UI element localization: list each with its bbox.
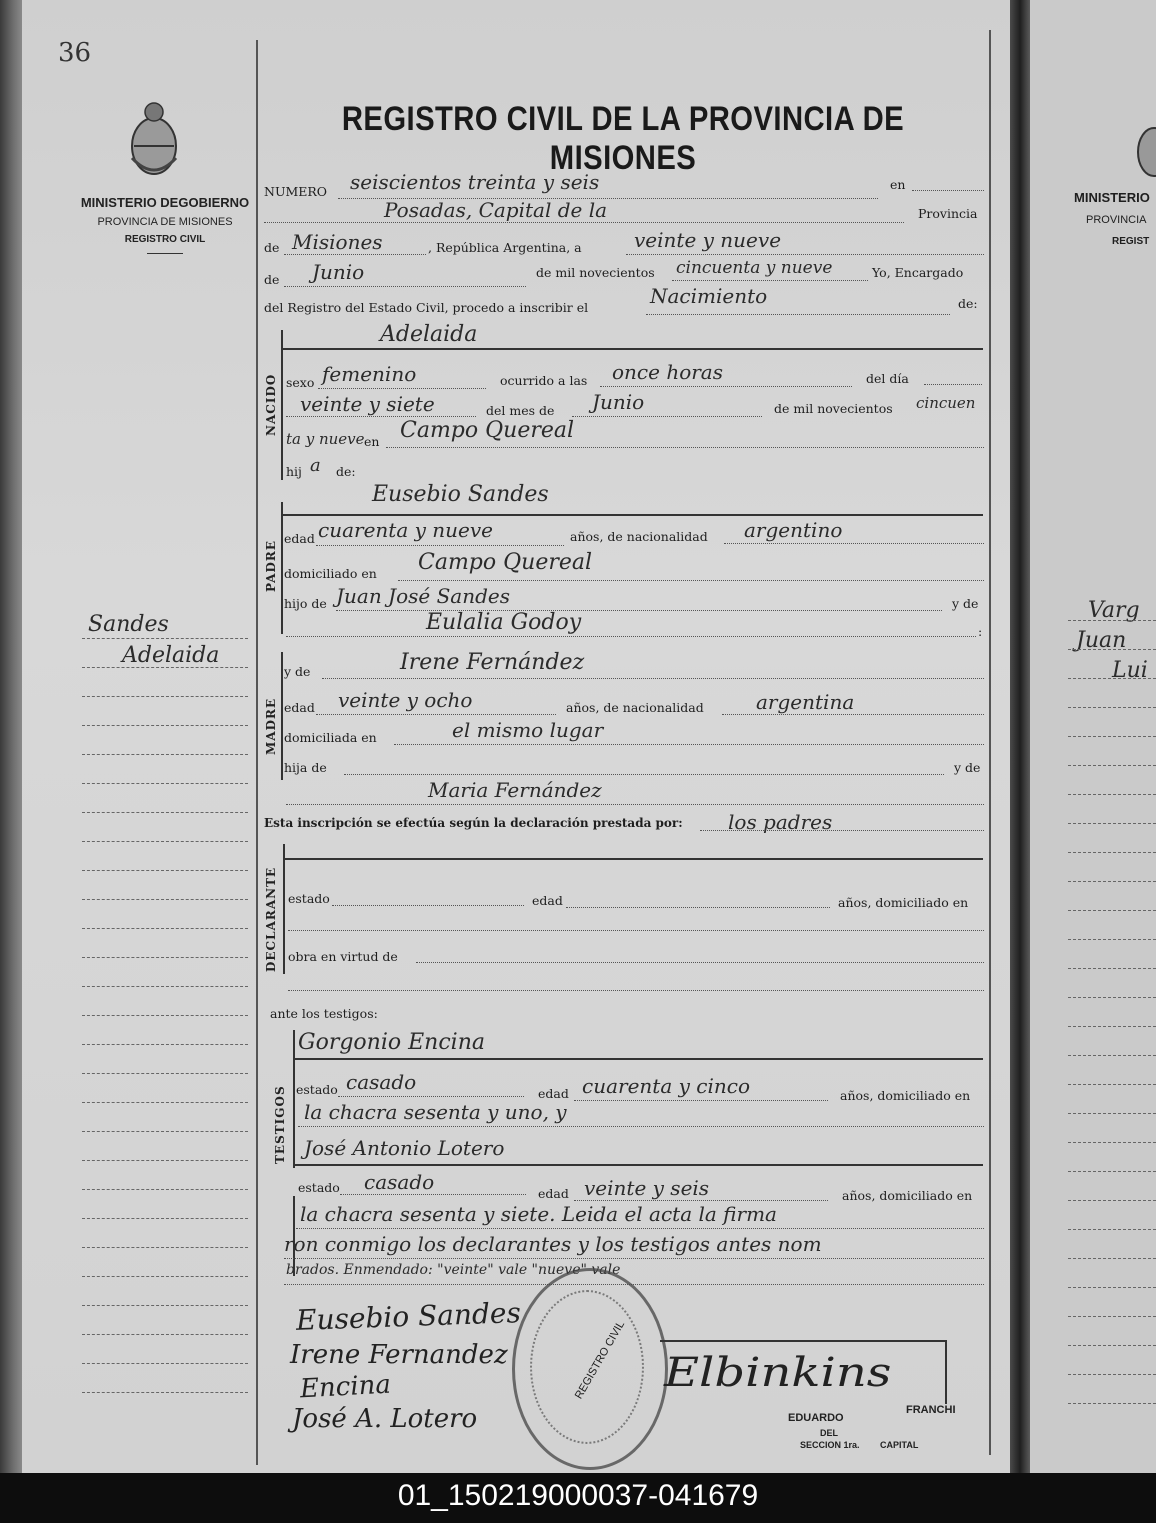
margin-ruled-line [82,870,248,871]
witness1-estado-label: estado [296,1082,338,1097]
official-signature: Elbinkins [664,1350,892,1396]
registro-label: del Registro del Estado Civil, procedo a inscribir el [264,300,589,315]
sexo-label: sexo [286,375,315,390]
declarante-edad-line [566,907,830,908]
republica-label: , República Argentina, a [428,240,582,255]
hour-value: once horas [612,360,723,384]
margin-ruled-line [82,1131,248,1132]
padre-nacionalidad-value: argentino [744,518,843,542]
witness2-anos-label: años, domiciliado en [842,1188,973,1203]
madre-hija-label: hija de [284,760,327,775]
declarante-obra-label: obra en virtud de [288,949,398,964]
witness1-estado: casado [346,1070,417,1094]
right-margin-ruled-line [1068,1200,1156,1201]
margin-surname: Sandes [88,612,169,637]
declaracion-label: Esta inscripción se efectúa según la declaración prestada por: [264,816,683,830]
margin-ruled-line [82,754,248,755]
page-number: 36 [58,38,92,68]
witness1-domicilio: la chacra sesenta y uno, y [304,1100,567,1124]
right-ministry-name: MINISTERIO [1074,190,1150,205]
right-margin-ruled-line [1068,1142,1156,1143]
right-margin-ruled-line [1068,881,1156,882]
padre-domicilio-line [398,580,984,581]
padre-y-de-label: y de [952,596,979,611]
padre-name-rule [283,514,983,516]
closing-line-3: brados. Enmendado: "veinte" vale "nueve" vale [286,1262,621,1278]
provincia-label: Provincia [918,206,978,221]
margin-ruled-line [82,1276,248,1277]
testigos-bracket [293,1030,295,1168]
margin-ruled-line [82,1044,248,1045]
madre-edad-line [316,714,556,715]
right-margin-ruled-line [1068,765,1156,766]
signature-witness2: José A. Lotero [292,1404,478,1434]
nacido-month-value: Junio [592,390,645,414]
right-margin-ruled-line [1068,939,1156,940]
nacido-bracket [281,330,283,480]
padre-hijo-label: hijo de [284,596,327,611]
right-margin-ruled-line [1068,707,1156,708]
witness1-domicilio-line [298,1126,984,1127]
province-line [284,254,426,255]
right-margin-ruled-line [1068,1258,1156,1259]
padre-edad-value: cuarenta y nueve [318,518,493,542]
numero-value: seiscientos treinta y seis [350,170,600,194]
witness2-edad-label: edad [538,1186,569,1201]
right-margin-ruled-line [1068,736,1156,737]
witness2-estado: casado [364,1170,435,1194]
month-line [284,286,526,287]
margin-ruled-line [82,986,248,987]
testigos-intro: ante los testigos: [270,1006,378,1021]
right-margin-ruled-line [1068,1026,1156,1027]
signature-witness1: Encina [299,1369,392,1405]
nacido-place-line [386,447,984,448]
margin-ruled-line [82,696,248,697]
witness1-anos-label: años, domiciliado en [840,1088,971,1103]
year-line [672,280,868,281]
sexo-value: femenino [322,362,417,386]
madre-nacionalidad-value: argentina [756,690,855,714]
ocurrido-label: ocurrido a las [500,373,588,388]
nacido-en-label: en [364,434,380,449]
book-binding [0,0,22,1473]
nacido-day-value: veinte y siete [300,392,435,416]
official-stamp-line-1: EDUARDO [788,1412,844,1424]
madre-edad-value: veinte y ocho [338,688,473,712]
witness1-edad-line [574,1100,828,1101]
witness1-edad-label: edad [538,1086,569,1101]
right-margin-ruled-line [1068,649,1156,650]
madre-anos-label: años, de nacionalidad [566,700,704,715]
closing-line-2-rule [284,1258,984,1259]
right-margin-ruled-line [1068,1055,1156,1056]
year-value: cincuenta y nueve [676,258,833,278]
right-coat-of-arms-icon [1132,110,1156,180]
closing-line-1: la chacra sesenta y siete. Leida el acta la firma [300,1202,777,1226]
padre-domicilio-value: Campo Quereal [418,550,593,575]
madre-bracket [281,652,283,780]
numero-label: NUMERO [264,184,328,199]
right-margin-ruled-line [1068,1084,1156,1085]
madre-nacionalidad-line [722,714,984,715]
witness1-edad: cuarenta y cinco [582,1074,750,1098]
right-margin-ruled-line [1068,1345,1156,1346]
hij-label: hij [286,464,302,479]
padre-anos-label: años, de nacionalidad [570,529,708,544]
margin-ruled-line [82,1218,248,1219]
mil-label: de mil novecientos [536,265,655,280]
witness2-edad-line [574,1200,828,1201]
official-stamp-line-3: DEL [820,1428,838,1438]
ministry-name: MINISTERIO DEGOBIERNO [80,195,250,210]
hij-de-label: de: [336,464,356,479]
padre-nacionalidad-line [724,543,984,544]
right-margin-ruled-line [1068,1374,1156,1375]
month-value: Junio [312,260,365,284]
madre-domicilio-line [394,744,984,745]
closing-line-1-rule [296,1228,984,1229]
office-name: REGISTRO CIVIL [124,234,206,245]
hour-line [600,386,852,387]
day-value: veinte y nueve [634,228,782,252]
declarante-edad-label: edad [532,893,563,908]
padre-bracket [281,502,283,634]
right-margin-ruled-line [1068,678,1156,679]
margin-ruled-line [82,812,248,813]
right-margin-ruled-line [1068,823,1156,824]
en-label: en [890,177,906,192]
register-title: REGISTRO CIVIL DE LA PROVINCIA DE MISIONES [341,100,905,177]
padre-father-value: Juan José Sandes [336,584,510,608]
margin-ruled-line [82,1305,248,1306]
closing-line-2: ron conmigo los declarantes y los testigos antes nom [284,1232,822,1256]
madre-y-de-label: y de [284,664,311,679]
nacido-label: NACIDO [264,373,278,436]
de-colon-label: de: [958,296,978,311]
margin-ruled-line [82,1160,248,1161]
declarante-extra-line [288,990,984,991]
official-seal-inner [530,1290,644,1444]
official-stamp-line-2: FRANCHI [906,1404,956,1416]
nacido-year-value-2: ta y nueve [286,430,365,448]
margin-ruled-line [82,1015,248,1016]
en-line [912,190,984,191]
official-stamp-line-4: SECCION 1ra. [800,1440,860,1450]
nacido-year-value: cincuen [916,394,976,412]
nacido-mil-label: de mil novecientos [774,401,893,416]
witness2-estado-label: estado [298,1180,340,1195]
witness1-name-rule [295,1058,983,1060]
padre-mother-line [286,636,976,637]
right-margin-ruled-line [1068,794,1156,795]
madre-y-de-label-2: y de [954,760,981,775]
margin-rule [256,40,258,1465]
right-margin-ruled-line [1068,1171,1156,1172]
right-margin-line-2: Juan [1076,628,1127,653]
madre-mother-value: Maria Fernández [428,778,602,802]
act-line [646,314,950,315]
de-label: de [264,240,280,255]
madre-hija-line [344,774,944,775]
right-province-name: PROVINCIA [1086,214,1147,226]
margin-ruled-line [82,1102,248,1103]
right-margin-ruled-line [1068,620,1156,621]
declarante-estado-line [332,905,524,906]
nacido-place-value: Campo Quereal [400,418,575,443]
right-margin-line-3: Lui [1112,658,1148,683]
right-office-name: REGIST [1112,236,1150,247]
right-margin-ruled-line [1068,1287,1156,1288]
coat-of-arms-icon [126,98,182,180]
place-line [264,222,904,223]
right-margin-ruled-line [1068,852,1156,853]
padre-domicilio-label: domiciliado en [284,566,377,581]
declarante-bracket [283,844,285,974]
right-margin-ruled-line [1068,1316,1156,1317]
witness1-estado-line [338,1096,524,1097]
margin-ruled-line [82,1392,248,1393]
right-margin-ruled-line [1068,1403,1156,1404]
right-margin-ruled-line [1068,1229,1156,1230]
right-margin-ruled-line [1068,968,1156,969]
margin-ruled-line [82,667,248,668]
hij-value: a [310,455,321,476]
witness1-name: Gorgonio Encina [298,1030,485,1055]
declarante-anos-label: años, domiciliado en [838,895,969,910]
padre-edad-label: edad [284,531,315,546]
right-margin-ruled-line [1068,997,1156,998]
witness2-estado-line [340,1194,526,1195]
madre-name-line [322,678,984,679]
madre-domicilio-label: domiciliada en [284,730,377,745]
margin-given-name: Adelaida [122,643,220,668]
act-value: Nacimiento [650,284,768,308]
scan-id-footer: 01_150219000037-041679 [0,1473,1156,1523]
declaracion-value: los padres [728,810,833,834]
declarante-name-rule [285,858,983,860]
madre-mother-line [286,804,984,805]
place-value: Posadas, Capital de la [384,198,608,222]
margin-ruled-line [82,1247,248,1248]
nacido-month-line [572,416,762,417]
header-rule [147,253,183,254]
right-margin-line-1: Varg [1088,598,1140,623]
seal-text: REGISTRO CIVIL [572,1318,628,1402]
padre-edad-line [316,545,564,546]
right-margin-ruled-line [1068,910,1156,911]
official-stamp-line-5: CAPITAL [880,1440,919,1450]
margin-ruled-line [82,725,248,726]
day-line [626,254,984,255]
madre-label: MADRE [264,697,278,755]
madre-edad-label: edad [284,700,315,715]
de-month-label: de [264,272,280,287]
padre-colon: : [978,624,983,639]
testigos-label: TESTIGOS [273,1085,287,1164]
declarante-label: DECLARANTE [264,866,278,972]
mes-label: del mes de [486,403,555,418]
margin-ruled-line [82,928,248,929]
ministry-header [70,195,260,254]
margin-ruled-line [82,638,248,639]
margin-ruled-line [82,783,248,784]
book-gutter [1010,0,1030,1473]
witness2-edad: veinte y seis [584,1176,710,1200]
province-value: Misiones [292,230,383,254]
padre-name-value: Eusebio Sandes [372,482,549,507]
margin-ruled-line [82,899,248,900]
madre-domicilio-value: el mismo lugar [452,718,604,742]
right-margin-ruled-line [1068,1113,1156,1114]
encargado-label: Yo, Encargado [872,265,964,280]
right-margin-rule [989,30,991,1455]
del-dia-label: del día [866,371,909,386]
nacido-name-rule [283,348,983,350]
margin-ruled-line [82,1073,248,1074]
sexo-line [318,388,486,389]
margin-ruled-line [82,1334,248,1335]
signature-mother: Irene Fernandez [290,1340,508,1370]
padre-label: PADRE [264,540,278,592]
margin-ruled-line [82,1189,248,1190]
margin-ruled-line [82,957,248,958]
signature-father: Eusebio Sandes [295,1296,522,1337]
declarante-obra-line [416,962,984,963]
nacido-day-line [286,416,476,417]
witness2-name: José Antonio Lotero [304,1136,505,1160]
declarante-domicilio-line [288,930,984,931]
del-dia-line [924,384,982,385]
margin-ruled-line [82,841,248,842]
declarante-estado-label: estado [288,891,330,906]
padre-mother-value: Eulalia Godoy [426,610,582,635]
witness2-name-rule [295,1164,983,1166]
madre-name-value: Irene Fernández [400,650,585,675]
nacido-name-value: Adelaida [380,322,478,347]
province-name: PROVINCIA DE MISIONES [97,216,233,228]
margin-ruled-line [82,1363,248,1364]
